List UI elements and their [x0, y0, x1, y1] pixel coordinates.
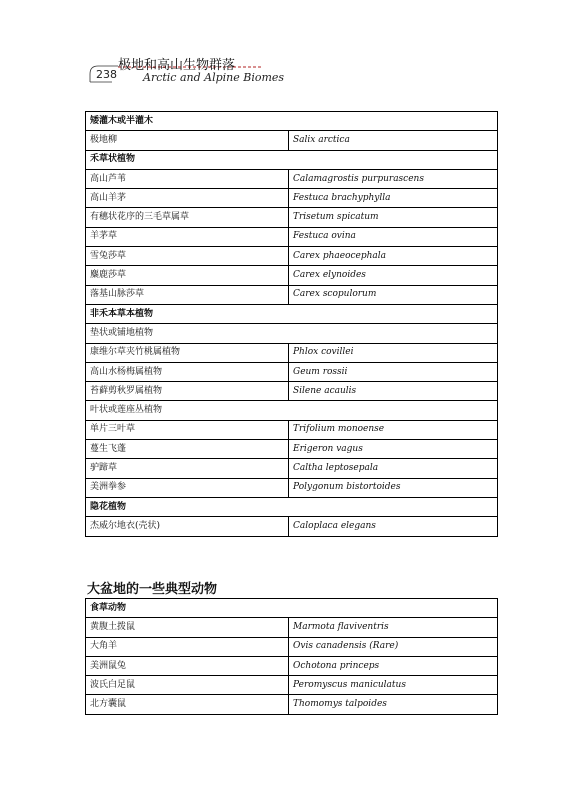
scientific-name-cell: Trisetum spicatum: [289, 208, 498, 227]
subsection-row: [86, 401, 498, 420]
scientific-name-cell: Carex scopulorum: [289, 285, 498, 304]
category-heading: 隐花植物: [86, 497, 498, 516]
table-row: [86, 517, 498, 536]
subcategory-heading: 叶状或莲座丛植物: [86, 401, 498, 420]
scientific-name-cell: Polygonum bistortoides: [289, 478, 498, 497]
scientific-name-cell: Thomomys talpoides: [289, 695, 498, 714]
table-row: [86, 459, 498, 478]
scientific-name-cell: Caltha leptosepala: [289, 459, 498, 478]
table-row: [86, 247, 498, 266]
scientific-name-cell: Marmota flaviventris: [289, 618, 498, 637]
common-name-cell: 美洲拳参: [86, 478, 289, 497]
common-name-cell: 驴蹄草: [86, 459, 289, 478]
table-row: [86, 169, 498, 188]
common-name-cell: 黄腹土拨鼠: [86, 618, 289, 637]
section-row: [86, 112, 498, 131]
table-row: [86, 208, 498, 227]
table-row: [86, 266, 498, 285]
running-title-en: Arctic and Alpine Biomes: [143, 71, 285, 84]
subsection-row: [86, 324, 498, 343]
scientific-name-cell: Calamagrostis purpurascens: [289, 169, 498, 188]
common-name-cell: 雪兔莎草: [86, 247, 289, 266]
common-name-cell: 有穗状花序的三毛草属草: [86, 208, 289, 227]
common-name-cell: 羊茅草: [86, 227, 289, 246]
animals-table: [85, 598, 498, 715]
section-heading-animals: 大盆地的一些典型动物: [87, 582, 218, 597]
category-heading: 非禾本草本植物: [86, 304, 498, 323]
common-name-cell: 高山水杨梅属植物: [86, 362, 289, 381]
table-row: [86, 420, 498, 439]
scientific-name-cell: Phlox covillei: [289, 343, 498, 362]
table-row: [86, 131, 498, 150]
table-row: [86, 618, 498, 637]
table-row: [86, 695, 498, 714]
common-name-cell: 高山羊茅: [86, 189, 289, 208]
scientific-name-cell: Trifolium monoense: [289, 420, 498, 439]
table-row: [86, 343, 498, 362]
header-decoration: [0, 0, 570, 100]
table-row: [86, 676, 498, 695]
page-number: 238: [96, 68, 117, 81]
section-row: [86, 304, 498, 323]
section-row: [86, 150, 498, 169]
common-name-cell: 大角羊: [86, 637, 289, 656]
scientific-name-cell: Geum rossii: [289, 362, 498, 381]
common-name-cell: 苔藓剪秋罗属植物: [86, 382, 289, 401]
scientific-name-cell: Ovis canadensis (Rare): [289, 637, 498, 656]
table-row: [86, 637, 498, 656]
common-name-cell: 美洲鼠兔: [86, 656, 289, 675]
scientific-name-cell: Salix arctica: [289, 131, 498, 150]
scientific-name-cell: Carex phaeocephala: [289, 247, 498, 266]
category-heading: 食草动物: [86, 599, 498, 618]
table-row: [86, 227, 498, 246]
section-row: [86, 599, 498, 618]
table-row: [86, 656, 498, 675]
common-name-cell: 落基山脉莎草: [86, 285, 289, 304]
common-name-cell: 单片三叶草: [86, 420, 289, 439]
table-row: [86, 189, 498, 208]
common-name-cell: 蔓生飞蓬: [86, 440, 289, 459]
common-name-cell: 高山芦苇: [86, 169, 289, 188]
table-row: [86, 285, 498, 304]
scientific-name-cell: Caloplaca elegans: [289, 517, 498, 536]
table-row: [86, 382, 498, 401]
scientific-name-cell: Ochotona princeps: [289, 656, 498, 675]
running-title-cn: 极地和高山生物群落: [118, 58, 236, 73]
subcategory-heading: 垫状或铺地植物: [86, 324, 498, 343]
scientific-name-cell: Festuca ovina: [289, 227, 498, 246]
page-header: [0, 0, 570, 100]
common-name-cell: 北方囊鼠: [86, 695, 289, 714]
common-name-cell: 杰威尔地衣(壳状): [86, 517, 289, 536]
scientific-name-cell: Carex elynoides: [289, 266, 498, 285]
scientific-name-cell: Silene acaulis: [289, 382, 498, 401]
common-name-cell: 麋鹿莎草: [86, 266, 289, 285]
table-row: [86, 440, 498, 459]
category-heading: 矮灌木或半灌木: [86, 112, 498, 131]
section-row: [86, 497, 498, 516]
scientific-name-cell: Festuca brachyphylla: [289, 189, 498, 208]
scientific-name-cell: Erigeron vagus: [289, 440, 498, 459]
common-name-cell: 波氏白足鼠: [86, 676, 289, 695]
plants-table: [85, 111, 498, 537]
category-heading: 禾草状植物: [86, 150, 498, 169]
common-name-cell: 极地柳: [86, 131, 289, 150]
common-name-cell: 康维尔草夹竹桃属植物: [86, 343, 289, 362]
scientific-name-cell: Peromyscus maniculatus: [289, 676, 498, 695]
table-row: [86, 362, 498, 381]
table-row: [86, 478, 498, 497]
